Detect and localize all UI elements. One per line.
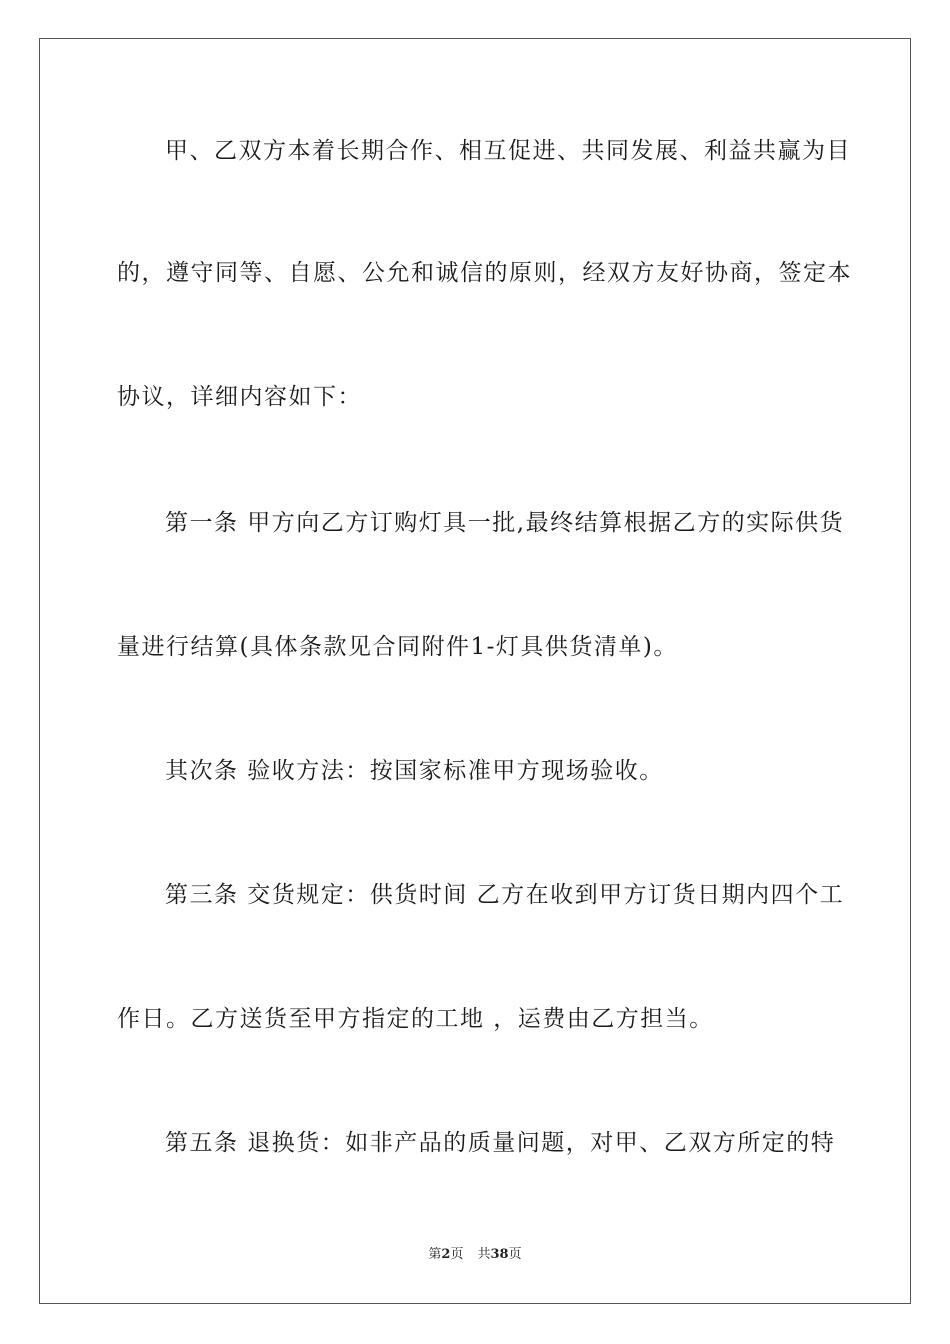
total-suffix: 页 — [508, 1247, 522, 1262]
page-border — [39, 38, 911, 1304]
page-prefix: 第 — [428, 1247, 442, 1262]
total-prefix: 共 — [477, 1247, 491, 1262]
paragraph-line: 量进行结算(具体条款见合同附件1-灯具供货清单)。 — [117, 634, 678, 660]
paragraph-line: 其次条 验收方法：按国家标准甲方现场验收。 — [165, 758, 664, 784]
paragraph-line: 第一条 甲方向乙方订购灯具一批,最终结算根据乙方的实际供货 — [165, 510, 845, 536]
paragraph-line: 作日。乙方送货至甲方指定的工地 ，运费由乙方担当。 — [117, 1006, 714, 1032]
paragraph-line: 协议，详细内容如下： — [117, 384, 362, 410]
paragraph-line: 第三条 交货规定：供货时间 乙方在收到甲方订货日期内四个工 — [165, 882, 845, 908]
paragraph-line: 甲、乙双方本着长期合作、相互促进、共同发展、利益共赢为目 — [165, 138, 851, 164]
page-number: 2 — [441, 1247, 451, 1262]
paragraph-line: 第五条 退换货：如非产品的质量问题，对甲、乙双方所定的特 — [165, 1130, 836, 1156]
page-footer — [0, 1246, 950, 1264]
paragraph-line: 的，遵守同等、自愿、公允和诚信的原则，经双方友好协商，签定本 — [117, 260, 852, 286]
page-suffix: 页 — [450, 1247, 464, 1262]
total-pages: 38 — [490, 1247, 509, 1262]
